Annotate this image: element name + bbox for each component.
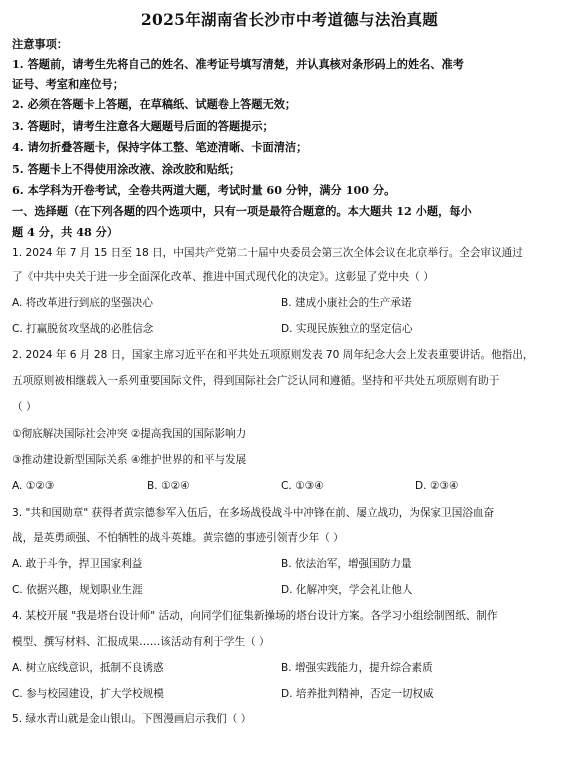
option-d: D. 化解冲突，学会礼让他人: [281, 584, 413, 596]
section-heading: 题 4 分，共 48 分）: [12, 225, 119, 239]
option-d: D. 实现民族独立的坚定信心: [281, 323, 413, 335]
question-stem: 战，是英勇顽强、不怕牺牲的战斗英雄。黄宗德的事迹引领青少年（ ）: [12, 532, 344, 544]
option-c: C. ①③④: [281, 480, 324, 492]
option-c: C. 参与校园建设，扩大学校规模: [12, 688, 164, 700]
option-a: A. 将改革进行到底的坚强决心: [12, 297, 153, 309]
question-stem: 5. 绿水青山就是金山银山。下图漫画启示我们（ ）: [12, 713, 252, 725]
option-c: C. 依据兴趣，规划职业生涯: [12, 584, 143, 596]
notice-item: 4. 请勿折叠答题卡，保持字体工整、笔迹清晰、卡面清洁；: [12, 140, 308, 154]
option-d: D. 培养批判精神，否定一切权威: [281, 688, 434, 700]
option-a: A. 树立底线意识，抵制不良诱惑: [12, 662, 164, 674]
notice-item: 3. 答题时，请考生注意各大题题号后面的答题提示；: [12, 119, 274, 133]
question-stem: 五项原则被相继载入一系列重要国际文件，得到国际社会广泛认同和遵循。坚持和平共处五项原则有助于: [12, 375, 500, 387]
notice-item: 2. 必须在答题卡上答题，在草稿纸、试题卷上答题无效；: [12, 97, 297, 111]
question-stem: 2. 2024 年 6 月 28 日，国家主席习近平在和平共处五项原则发表 70 周年纪念大会上发表重要讲话。他指出，: [12, 349, 534, 361]
option-b: B. 增强实践能力，提升综合素质: [281, 662, 433, 674]
notice-item: 6. 本学科为开卷考试，全卷共两道大题，考试时量 60 分钟，满分 100 分。: [12, 183, 396, 197]
section-heading: 一、选择题（在下列各题的四个选项中，只有一项是最符合题意的。本大题共 12 小题，每小: [12, 204, 472, 218]
question-stem: 了《中共中央关于进一步全面深化改革、推进中国式现代化的决定》。这彰显了党中央（ ）: [12, 271, 434, 283]
notice-item: 1. 答题前，请考生先将自己的姓名、准考证号填写清楚，并认真核对条形码上的姓名、准考: [12, 57, 464, 71]
question-stem: （ ）: [12, 401, 37, 413]
question-stem: 4. 某校开展 "我是塔台设计师" 活动，向同学们征集新操场的塔台设计方案。各学习小组绘制图纸、制作: [12, 610, 498, 622]
question-stem: 模型、撰写材料、汇报成果……该活动有利于学生（ ）: [12, 636, 270, 648]
option-d: D. ②③④: [415, 480, 459, 492]
option-c: C. 打赢脱贫攻坚战的必胜信念: [12, 323, 154, 335]
notice-item: 5. 答题卡上不得使用涂改液、涂改胶和贴纸；: [12, 162, 241, 176]
option-a: A. 敢于斗争，捍卫国家利益: [12, 558, 143, 570]
question-stem: 1. 2024 年 7 月 15 日至 18 日，中国共产党第二十届中央委员会第三次全体会议在北京举行。全会审议通过: [12, 247, 523, 259]
option-a: A. ①②③: [12, 480, 55, 492]
notice-heading: 注意事项：: [12, 37, 68, 51]
option-b: B. 依法治军，增强国防力量: [281, 558, 412, 570]
question-choice-line: ③推动建设新型国际关系 ④维护世界的和平与发展: [12, 454, 247, 466]
question-choice-line: ①彻底解决国际社会冲突 ②提高我国的国际影响力: [12, 428, 247, 440]
notice-item: 证号、考室和座位号；: [12, 77, 124, 91]
question-stem: 3. "共和国勋章" 获得者黄宗德参军入伍后，在多场战役战斗中冲锋在前、屡立战功，为保家卫国浴血奋: [12, 507, 495, 519]
page-title: 2025年湖南省长沙市中考道德与法治真题: [140, 10, 439, 29]
option-b: B. ①②④: [147, 480, 190, 492]
option-b: B. 建成小康社会的生产承诺: [281, 297, 412, 309]
